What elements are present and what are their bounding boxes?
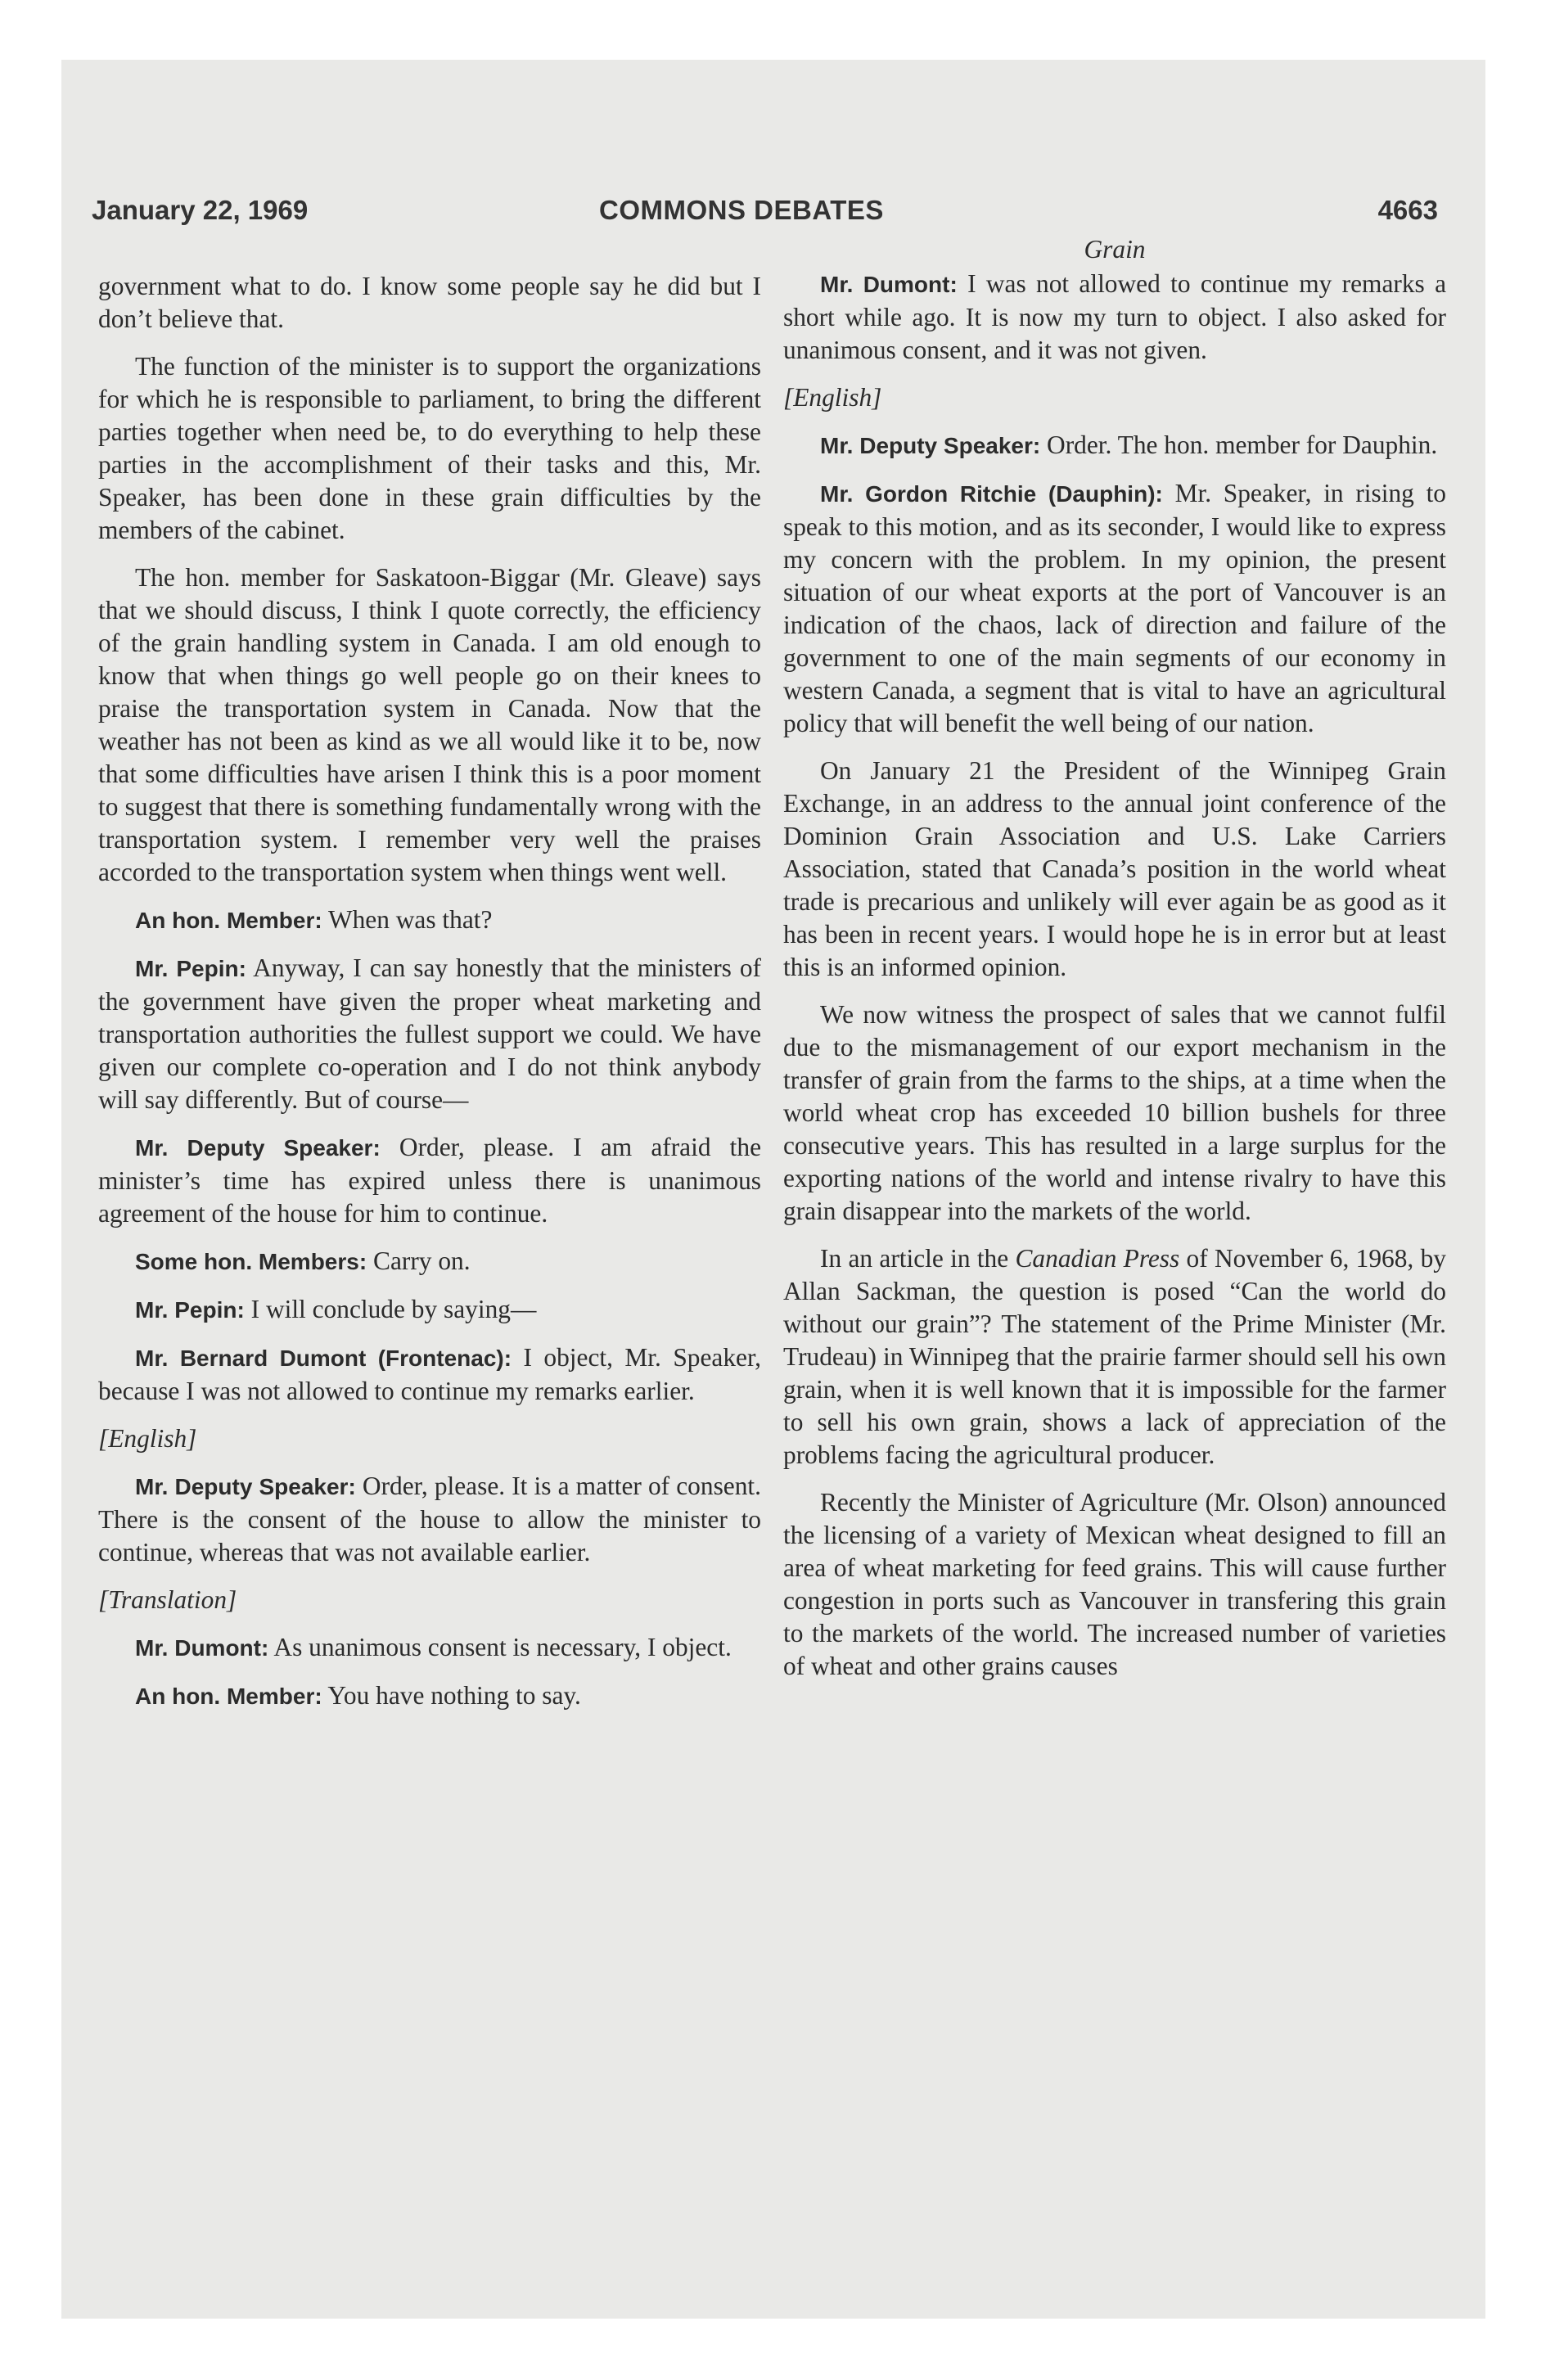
speech bbox=[98, 1470, 761, 1569]
paragraph-text: In an article in the bbox=[820, 1244, 1016, 1273]
paragraph: The hon. member for Saskatoon-Biggar (Mr. Gleave) says that we should discuss, I think I quote correctly, the efficiency of the grain handling system in Canada. I am old enough to know that when things go well people go on their knees to praise the transportation system in Canada. Now that the weather has not been as kind as we all would like it to be, now that some difficulties have arisen I think this is a poor moment to suggest that there is something fundamentally wrong with the transportation system. I remember very well the praises accorded to the transportation system when things went well. bbox=[98, 563, 761, 886]
speech bbox=[98, 1631, 761, 1665]
speaker-name: Mr. Deputy Speaker: bbox=[135, 1474, 356, 1499]
speech bbox=[783, 477, 1446, 740]
speech bbox=[98, 1293, 761, 1327]
speech-text: You have nothing to say. bbox=[322, 1681, 581, 1710]
right-column bbox=[783, 233, 1446, 1697]
paragraph-text: of November 6, 1968, by Allan Sackman, the question is posed “Can the world do without our grain”? The statement of the Prime Minister (Mr. Trudeau) in Winnipeg that the prairie farmer should sell his own grain, when it is well known that it is impossible for the farmer to sell his own grain, shows a lack of appreciation of the problems facing the agricultural producer. bbox=[783, 1244, 1446, 1469]
speech bbox=[98, 1679, 761, 1713]
speaker-name: Mr. Pepin: bbox=[135, 1297, 245, 1323]
speech bbox=[783, 268, 1446, 367]
speaker-name: Mr. Dumont: bbox=[135, 1635, 269, 1661]
speech-text: Order, please. It is a matter of consent. There is the consent of the house to allow the minister to continue, whereas that was not available earlier. bbox=[98, 1472, 761, 1566]
speaker-name: Mr. Bernard Dumont (Frontenac): bbox=[135, 1346, 512, 1371]
header-page-number: 4663 bbox=[1377, 195, 1438, 225]
section-caption: Grain bbox=[1084, 235, 1146, 264]
paragraph bbox=[783, 1242, 1446, 1472]
speaker-name: An hon. Member: bbox=[135, 1684, 322, 1709]
speech bbox=[783, 429, 1446, 462]
language-note: [English] bbox=[98, 1424, 197, 1453]
paragraph: We now witness the prospect of sales that we cannot fulfil due to the mismanagement of our export mechanism in the transfer of grain from the farms to the ships, at a time when the world wheat crop has exceeded 10 billion bushels for three consecutive years. This has resulted in a large surplus for the exporting nations of the world and intense rivalry to have this grain disappear into the markets of the world. bbox=[783, 1000, 1446, 1225]
speech bbox=[98, 952, 761, 1116]
speech-text: I was not allowed to continue my remarks a short while ago. It is now my turn to object. I also asked for unanimous consent, and it was not given. bbox=[783, 269, 1447, 364]
language-note: [English] bbox=[783, 383, 882, 412]
speaker-name: An hon. Member: bbox=[135, 908, 322, 933]
speech-text: Anyway, I can say honestly that the ministers of the government have given the proper wheat marketing and transportation authorities the fullest support we could. We have given our complete co-operation and I do not think anybody will say differently. But of course— bbox=[98, 953, 761, 1114]
left-column bbox=[98, 270, 761, 1728]
language-note: [Translation] bbox=[98, 1585, 237, 1614]
speech-text: Carry on. bbox=[367, 1246, 471, 1275]
speaker-name: Some hon. Members: bbox=[135, 1249, 367, 1274]
speech-text: I object, Mr. Speaker, because I was not allowed to continue my remarks earlier. bbox=[98, 1343, 762, 1405]
paragraph: On January 21 the President of the Winnipeg Grain Exchange, in an address to the annual joint conference of the Dominion Grain Association and U.S. Lake Carriers Association, stated that Canada’s position in the world wheat trade is precarious and unlikely will ever again be as good as it has been in recent years. I would hope he is in error but at least this is an informed opinion. bbox=[783, 756, 1446, 981]
paragraph: The function of the minister is to support the organizations for which he is responsible to parliament, to bring the different parties together when need be, to do everything to help these parties in the accomplishment of their tasks and this, Mr. Speaker, has been done in these grain difficulties by the members of the cabinet. bbox=[98, 352, 761, 544]
speech bbox=[98, 904, 761, 937]
speaker-name: Mr. Pepin: bbox=[135, 956, 246, 981]
speaker-name: Mr. Deputy Speaker: bbox=[135, 1135, 381, 1161]
speech-text: Order, please. I am afraid the minister’s time has expired unless there is unanimous agreement of the house for him to continue. bbox=[98, 1133, 762, 1228]
speech-text: I will conclude by saying— bbox=[244, 1295, 537, 1323]
speech bbox=[98, 1131, 761, 1230]
page-header bbox=[92, 195, 1438, 236]
header-date: January 22, 1969 bbox=[92, 195, 309, 225]
speech bbox=[98, 1245, 761, 1278]
speech bbox=[98, 1341, 761, 1408]
publication-title: Canadian Press bbox=[1015, 1244, 1180, 1273]
speech-text: Order. The hon. member for Dauphin. bbox=[1040, 430, 1438, 459]
paragraph: government what to do. I know some people say he did but I don’t believe that. bbox=[98, 272, 761, 333]
paragraph: Recently the Minister of Agriculture (Mr. Olson) announced the licensing of a variety of Mexican wheat designed to fill an area of wheat marketing for feed grains. This will cause further congestion in ports such as Vancouver in transfering this grain to the markets of the world. The increased number of varieties of wheat and other grains causes bbox=[783, 1488, 1446, 1680]
speaker-name: Mr. Gordon Ritchie (Dauphin): bbox=[820, 481, 1163, 507]
speech-text: As unanimous consent is necessary, I object. bbox=[268, 1633, 732, 1661]
speaker-name: Mr. Deputy Speaker: bbox=[820, 433, 1041, 458]
speech-text: Mr. Speaker, in rising to speak to this motion, and as its seconder, I would like to express my concern with the problem. In my opinion, the present situation of our wheat exports at the port of Vancouver is an indication of the chaos, lack of direction and failure of the government to one of the main segments of our economy in western Canada, a segment that is vital to have an agricultural policy that will benefit the well being of our nation. bbox=[783, 479, 1446, 737]
header-title: COMMONS DEBATES bbox=[599, 195, 884, 225]
speaker-name: Mr. Dumont: bbox=[820, 272, 958, 297]
speech-text: When was that? bbox=[322, 905, 493, 934]
